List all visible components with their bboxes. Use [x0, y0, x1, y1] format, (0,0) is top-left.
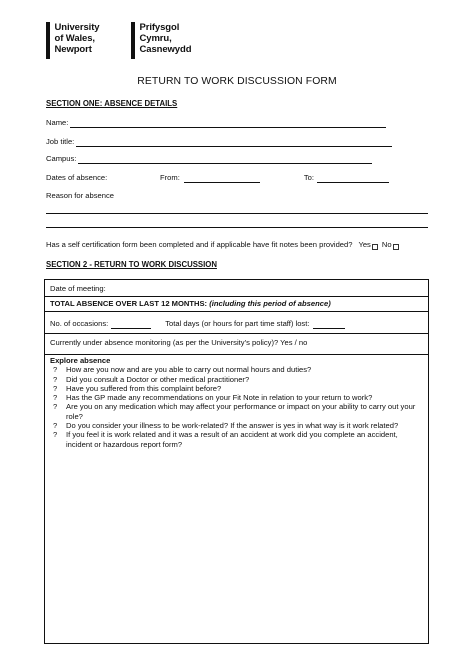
- section-one-heading: SECTION ONE: ABSENCE DETAILS: [46, 99, 178, 108]
- name-field[interactable]: [70, 119, 386, 128]
- question-marker: ?: [53, 430, 58, 440]
- monitoring-question: Currently under absence monitoring (as per the University’s policy)? Yes / no: [50, 338, 308, 347]
- date-of-meeting-label: Date of meeting:: [50, 284, 106, 293]
- list-item: [50, 365, 428, 374]
- question-text: Did you consult a Doctor or other medical practitioner?: [66, 374, 250, 384]
- section-two-heading: SECTION 2 - RETURN TO WORK DISCUSSION: [46, 260, 217, 269]
- university-logo-welsh: [131, 22, 191, 59]
- question-marker: ?: [53, 365, 58, 375]
- question-text: Do you consider your illness to be work-related? If the answer is yes in what way is it work related?: [66, 421, 399, 431]
- total-days-field[interactable]: [313, 320, 345, 329]
- discussion-table: [44, 279, 429, 644]
- monitoring-cell[interactable]: [45, 334, 428, 355]
- logo-text: [140, 22, 192, 59]
- question-marker: ?: [53, 393, 58, 403]
- question-text: Has the GP made any recommendations on your Fit Note in relation to your return to work?: [66, 393, 373, 403]
- occasions-label: No. of occasions:: [50, 319, 109, 329]
- question-list: [50, 365, 428, 449]
- dates-label: Dates of absence:: [46, 173, 108, 183]
- to-date-field[interactable]: [317, 174, 389, 183]
- question-text: How are you now and are you able to carry out normal hours and duties?: [66, 365, 312, 375]
- question-marker: ?: [53, 402, 58, 412]
- job-title-field[interactable]: [76, 138, 392, 147]
- logo-bar: [46, 22, 50, 59]
- reason-label: Reason for absence: [46, 191, 114, 200]
- total-absence-cell: [45, 297, 428, 312]
- explore-absence-heading: Explore absence: [50, 356, 111, 365]
- campus-row: [46, 155, 372, 164]
- reason-line[interactable]: [46, 227, 428, 228]
- job-title-row: [46, 138, 392, 147]
- logo-line: University: [54, 22, 100, 33]
- no-label: No: [381, 240, 392, 249]
- total-absence-note: (including this period of absence): [209, 299, 331, 308]
- logo-bar: [131, 22, 135, 59]
- logo-line: Casnewydd: [139, 44, 192, 55]
- question-text: Have you suffered from this complaint before?: [66, 383, 222, 393]
- question-marker: ?: [53, 383, 58, 393]
- dates-row: [46, 174, 389, 183]
- university-logo-english: [46, 22, 99, 59]
- list-item: [50, 393, 428, 402]
- from-date-field[interactable]: [184, 174, 260, 183]
- explore-absence-cell[interactable]: [45, 356, 428, 449]
- question-marker: ?: [53, 421, 58, 431]
- no-checkbox[interactable]: [393, 244, 399, 250]
- total-days-label: Total days (or hours for part time staff) lost:: [165, 319, 310, 329]
- job-title-label: Job title:: [46, 137, 75, 147]
- reason-row: [46, 192, 114, 201]
- from-label: From:: [160, 173, 180, 183]
- reason-line[interactable]: [46, 213, 428, 214]
- occasions-cell: [45, 312, 428, 334]
- yes-label: Yes: [358, 240, 371, 249]
- campus-field[interactable]: [78, 155, 372, 164]
- list-item: [50, 402, 428, 421]
- occasions-field[interactable]: [111, 320, 151, 329]
- logo-line: Prifysgol: [139, 22, 180, 33]
- self-cert-row: [46, 241, 399, 250]
- name-row: [46, 119, 386, 128]
- self-cert-question: Has a self certification form been completed and if applicable have fit notes been provided?: [46, 240, 353, 249]
- yes-checkbox[interactable]: [372, 244, 378, 250]
- list-item: [50, 421, 428, 430]
- list-item: [50, 430, 428, 449]
- list-item: [50, 375, 428, 384]
- question-text: If you feel it is work related and it was a result of an accident at work did you complete an accident, incident or hazardous report form?: [66, 430, 398, 449]
- logo-text: [55, 22, 100, 59]
- form-title: RETURN TO WORK DISCUSSION FORM: [137, 76, 337, 87]
- name-label: Name:: [46, 118, 69, 128]
- logo-line: Cymru,: [139, 33, 172, 44]
- question-text: Are you on any medication which may affect your performance or impact on your ability to carry out your role?: [66, 402, 416, 421]
- question-marker: ?: [53, 374, 58, 384]
- logo-line: Newport: [54, 44, 92, 55]
- date-of-meeting-cell[interactable]: [45, 280, 428, 297]
- logo-line: of Wales,: [54, 33, 95, 44]
- to-label: To:: [303, 173, 314, 183]
- list-item: [50, 384, 428, 393]
- campus-label: Campus:: [46, 154, 77, 164]
- total-absence-heading: TOTAL ABSENCE OVER LAST 12 MONTHS:: [50, 299, 208, 308]
